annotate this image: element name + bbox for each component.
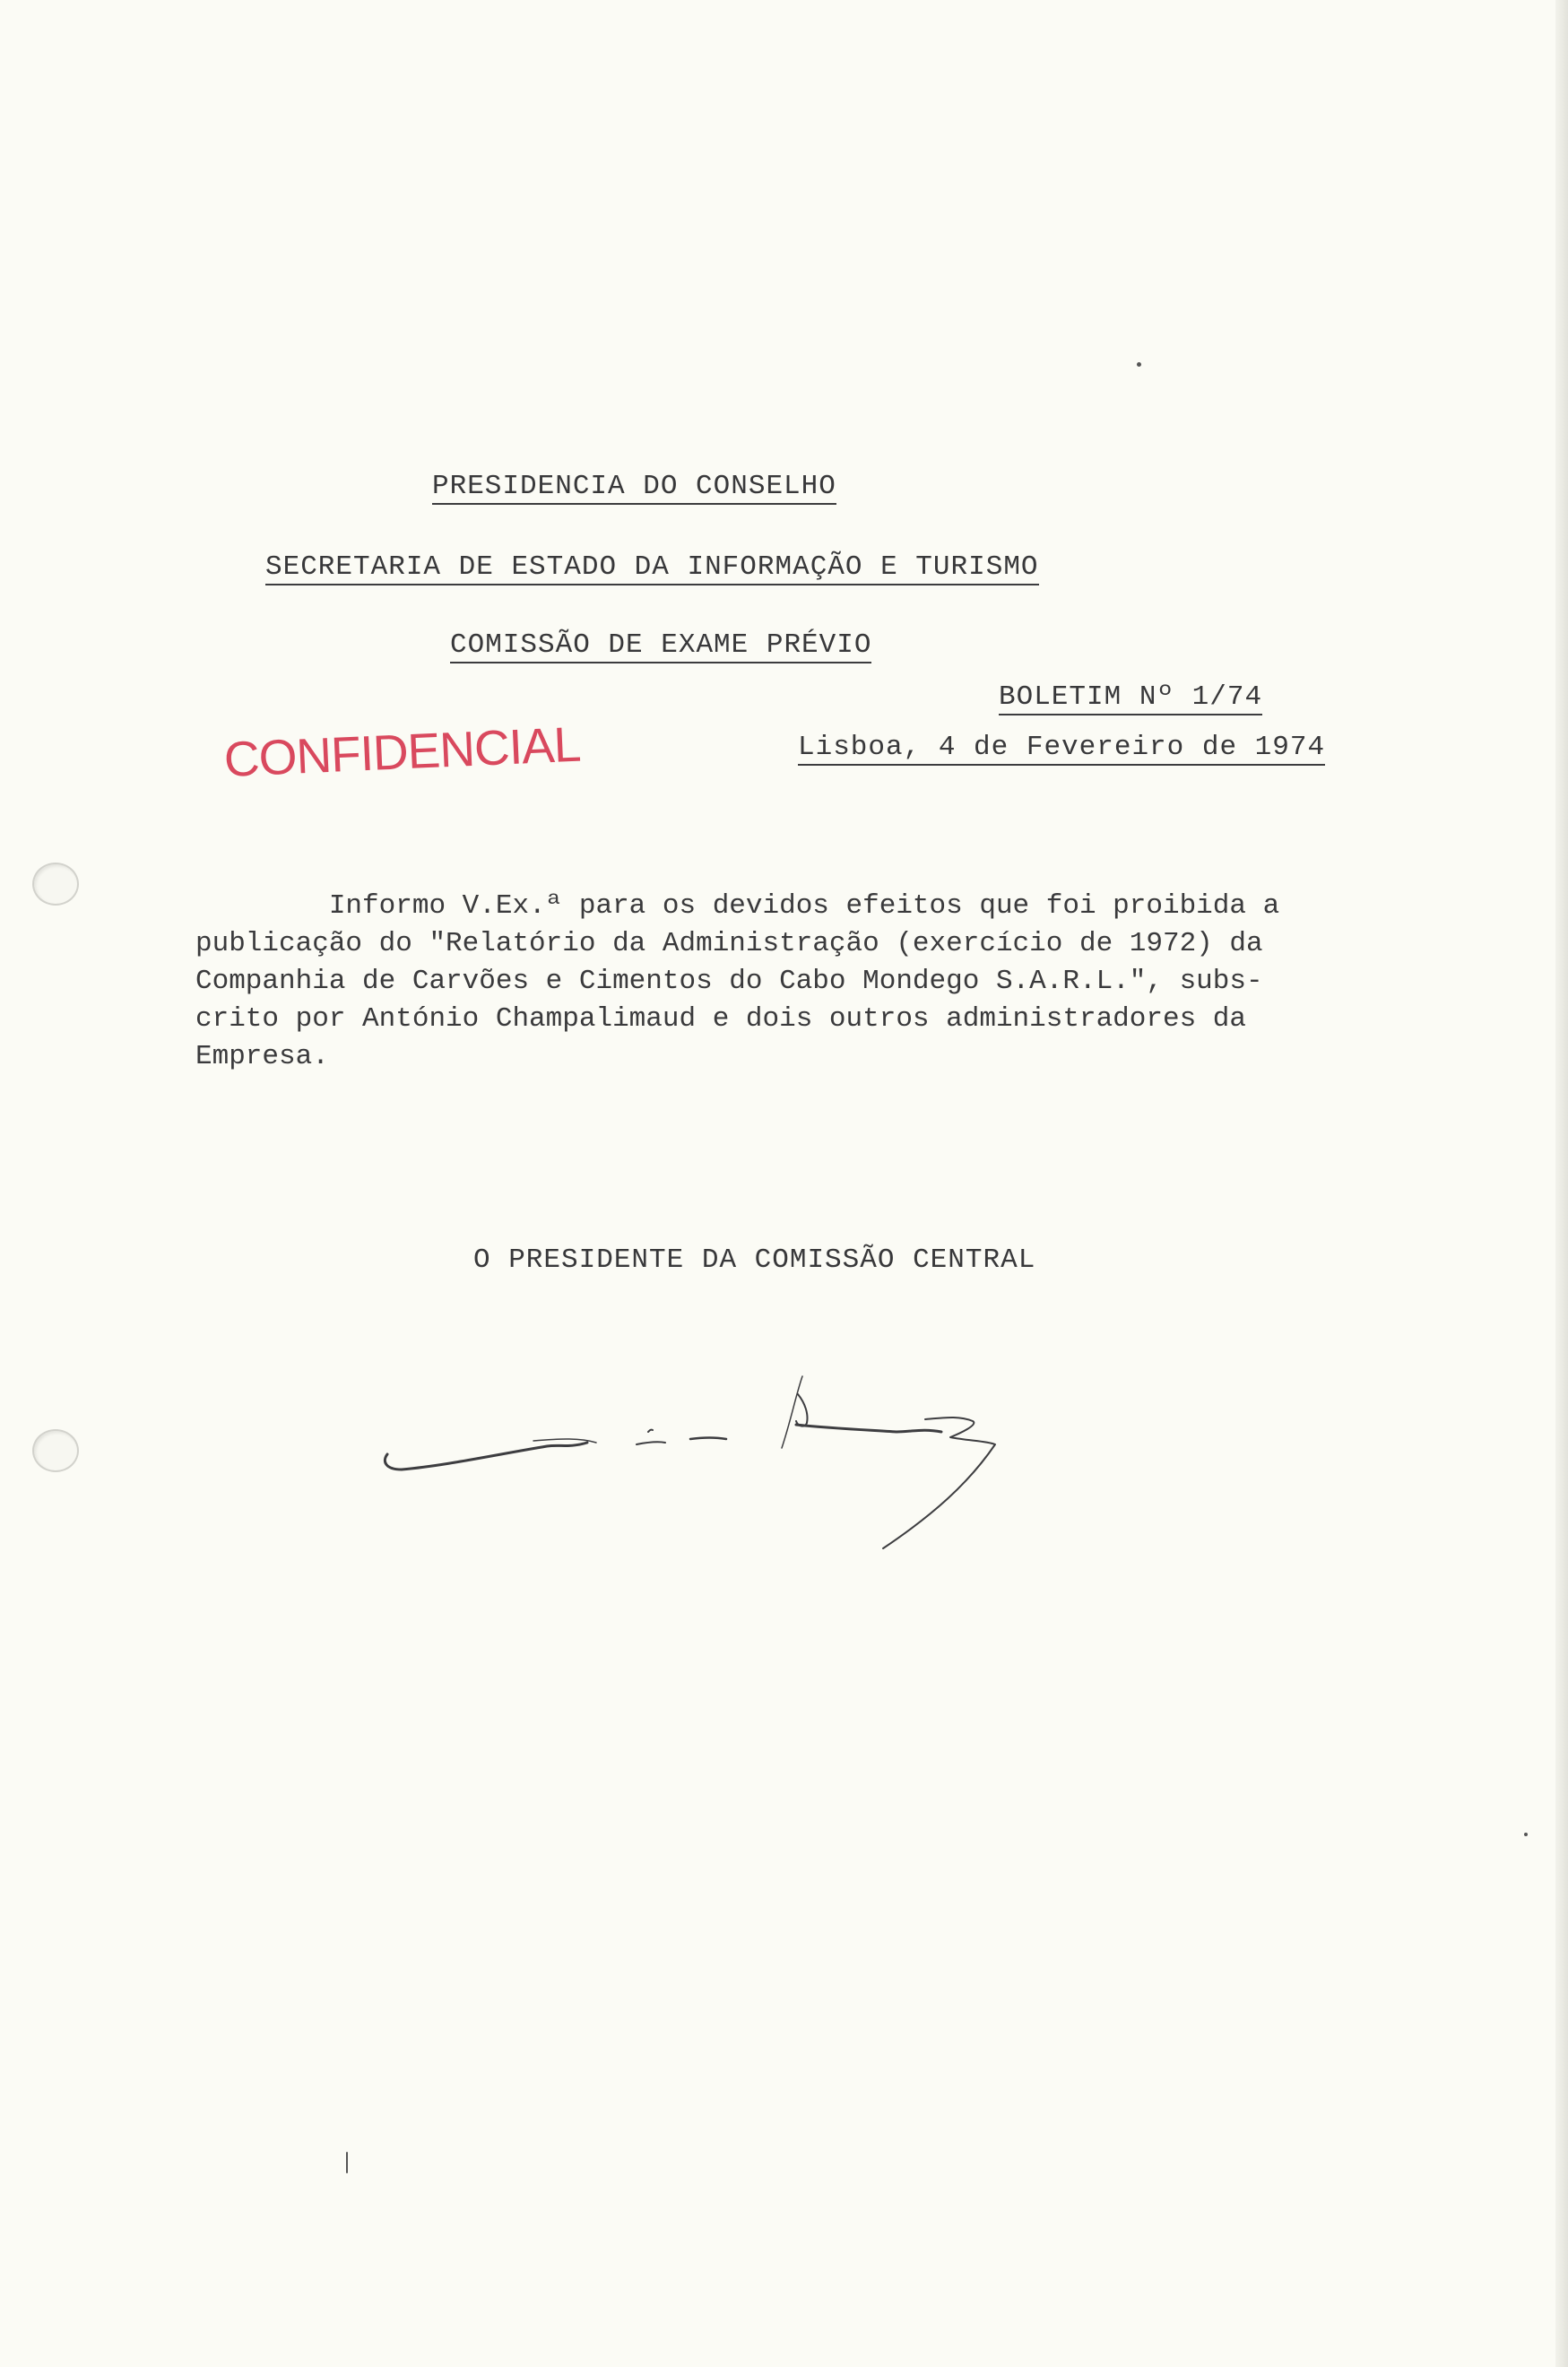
body-line: Companhia de Carvões e Cimentos do Cabo Mondego S.A.R.L.", subs- xyxy=(195,966,1263,997)
body-paragraph xyxy=(195,888,1361,1076)
header-secretaria: SECRETARIA DE ESTADO DA INFORMAÇÃO E TURISMO xyxy=(265,553,1039,585)
body-line: publicação do "Relatório da Administração (exercício de 1972) da xyxy=(195,928,1263,959)
body-line: Empresa. xyxy=(195,1041,329,1072)
confidential-stamp: CONFIDENCIAL xyxy=(222,715,582,787)
body-line: Informo V.Ex.ª para os devidos efeitos que foi proibida a xyxy=(195,890,1280,922)
page-edge xyxy=(1555,0,1568,2367)
handwritten-signature xyxy=(377,1358,1112,1574)
punch-hole xyxy=(32,1429,79,1472)
bulletin-number: BOLETIM Nº 1/74 xyxy=(999,683,1262,715)
body-line: crito por António Champalimaud e dois outros administradores da xyxy=(195,1003,1246,1035)
punch-hole xyxy=(32,863,79,906)
paper-speck xyxy=(346,2152,348,2173)
header-presidencia: PRESIDENCIA DO CONSELHO xyxy=(432,473,836,505)
paper-speck xyxy=(1137,362,1141,367)
signer-title: O PRESIDENTE DA COMISSÃO CENTRAL xyxy=(473,1244,1036,1276)
header-comissao: COMISSÃO DE EXAME PRÉVIO xyxy=(450,631,871,663)
paper-speck xyxy=(1524,1833,1528,1836)
document-date: Lisboa, 4 de Fevereiro de 1974 xyxy=(798,733,1325,766)
